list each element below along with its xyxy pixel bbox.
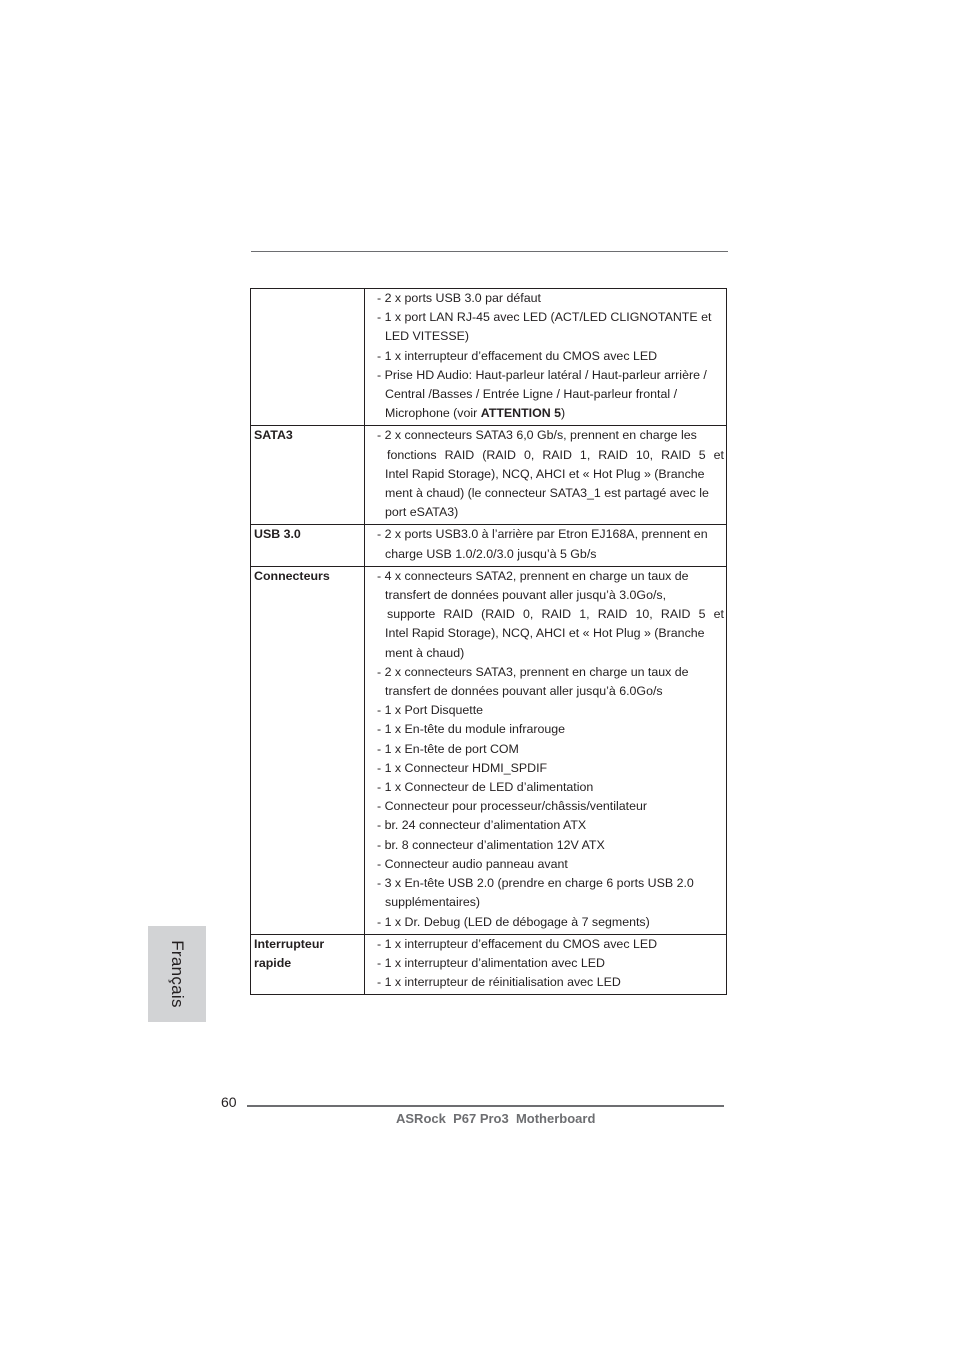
spec-item-line: - 1 x En-tête de port COM <box>377 741 519 756</box>
spec-label <box>251 426 365 525</box>
bottom-rule <box>247 1105 724 1107</box>
spec-label <box>251 289 365 426</box>
spec-label <box>251 934 365 995</box>
spec-items <box>365 934 727 995</box>
spec-row <box>251 525 727 566</box>
spec-item-emphasis: ATTENTION 5 <box>480 406 562 421</box>
spec-label-line: SATA3 <box>254 428 293 443</box>
spec-item-line: - 2 x ports USB 3.0 par défaut <box>377 291 541 305</box>
spec-item-line: - 1 x Port Disquette <box>377 703 484 718</box>
spec-item-line: Intel Rapid Storage), NCQ, AHCI et « Hot Plug » (Branche <box>385 466 705 481</box>
spec-row <box>251 426 727 525</box>
page-number: 60 <box>221 1094 237 1110</box>
spec-label-line: Interrupteur <box>254 936 325 951</box>
spec-item-line: - 1 x En-tête du module infrarouge <box>377 722 566 737</box>
spec-label-line: USB 3.0 <box>254 527 301 542</box>
spec-item-line: - 1 x interrupteur d’effacement du CMOS avec LED <box>377 348 658 363</box>
spec-item-line: - Connecteur pour processeur/châssis/ventilateur <box>377 799 647 814</box>
spec-item-line: - 2 x connecteurs SATA3, prennent en charge un taux de <box>377 664 689 679</box>
spec-item-line: - 1 x Connecteur de LED d’alimentation <box>377 780 594 795</box>
spec-item-line: ment à chaud) (le connecteur SATA3_1 est partagé avec le <box>385 486 709 501</box>
spec-item-line: - 1 x interrupteur d’effacement du CMOS avec LED <box>377 936 658 951</box>
spec-label-line: Connecteurs <box>254 568 330 583</box>
spec-item-line: port eSATA3) <box>385 505 459 520</box>
spec-item-line: supplémentaires) <box>385 895 481 910</box>
spec-row <box>251 934 727 995</box>
specifications-table-body <box>251 289 727 995</box>
spec-item-line: - br. 24 connecteur d’alimentation ATX <box>377 818 587 833</box>
language-tab-label: Français <box>168 940 187 1008</box>
spec-item-line: - br. 8 connecteur d’alimentation 12V ATX <box>377 837 605 852</box>
top-rule <box>251 251 728 252</box>
spec-item-text: Microphone (voir <box>385 406 481 421</box>
spec-items <box>365 289 727 426</box>
spec-item-line <box>377 404 724 423</box>
spec-item-line: - 1 x interrupteur d’alimentation avec LED <box>377 955 605 970</box>
footer-title: ASRock P67 Pro3 Motherboard <box>396 1111 596 1126</box>
spec-items <box>365 525 727 566</box>
spec-item-line: charge USB 1.0/2.0/3.0 jusqu’à 5 Gb/s <box>385 546 597 561</box>
spec-item-line: - 1 x Connecteur HDMI_SPDIF <box>377 760 548 775</box>
spec-row <box>251 289 727 426</box>
spec-item-line: Intel Rapid Storage), NCQ, AHCI et « Hot Plug » (Branche <box>385 626 705 641</box>
spec-item-line: - 4 x connecteurs SATA2, prennent en charge un taux de <box>377 568 689 583</box>
spec-item-line: - 2 x connecteurs SATA3 6,0 Gb/s, prennent en charge les <box>377 428 697 443</box>
spec-item-line: - 1 x Dr. Debug (LED de débogage à 7 segments) <box>377 914 650 929</box>
spec-item-line: - 2 x ports USB3.0 à l’arrière par Etron EJ168A, prennent en <box>377 527 708 542</box>
spec-item-line: transfert de données pouvant aller jusqu’à 3.0Go/s, <box>385 588 667 603</box>
specifications-table <box>250 288 727 995</box>
spec-label <box>251 566 365 934</box>
spec-item-line: - 1 x interrupteur de réinitialisation avec LED <box>377 975 621 990</box>
spec-item-line: fonctions RAID (RAID 0, RAID 1, RAID 10, RAID 5 et <box>387 447 724 462</box>
spec-items <box>365 426 727 525</box>
spec-label-line: rapide <box>254 955 292 970</box>
spec-item-line: ment à chaud) <box>385 645 465 660</box>
spec-label <box>251 525 365 566</box>
spec-items <box>365 566 727 934</box>
spec-row <box>251 566 727 934</box>
spec-item-line: supporte RAID (RAID 0, RAID 1, RAID 10, RAID 5 et <box>387 607 724 622</box>
spec-item-line: - 3 x En-tête USB 2.0 (prendre en charge 6 ports USB 2.0 <box>377 876 694 891</box>
spec-item-line: transfert de données pouvant aller jusqu’à 6.0Go/s <box>385 684 663 699</box>
spec-item-line: - Connecteur audio panneau avant <box>377 856 568 871</box>
language-tab <box>148 926 206 1022</box>
spec-item-text-after: ) <box>561 406 566 421</box>
spec-item-line: Central /Basses / Entrée Ligne / Haut-parleur frontal / <box>385 387 678 402</box>
spec-item-line: - 1 x port LAN RJ-45 avec LED (ACT/LED CLIGNOTANTE et <box>377 310 712 325</box>
spec-item-line: - Prise HD Audio: Haut-parleur latéral / Haut-parleur arrière / <box>377 367 707 382</box>
spec-item-line: LED VITESSE) <box>385 329 470 344</box>
